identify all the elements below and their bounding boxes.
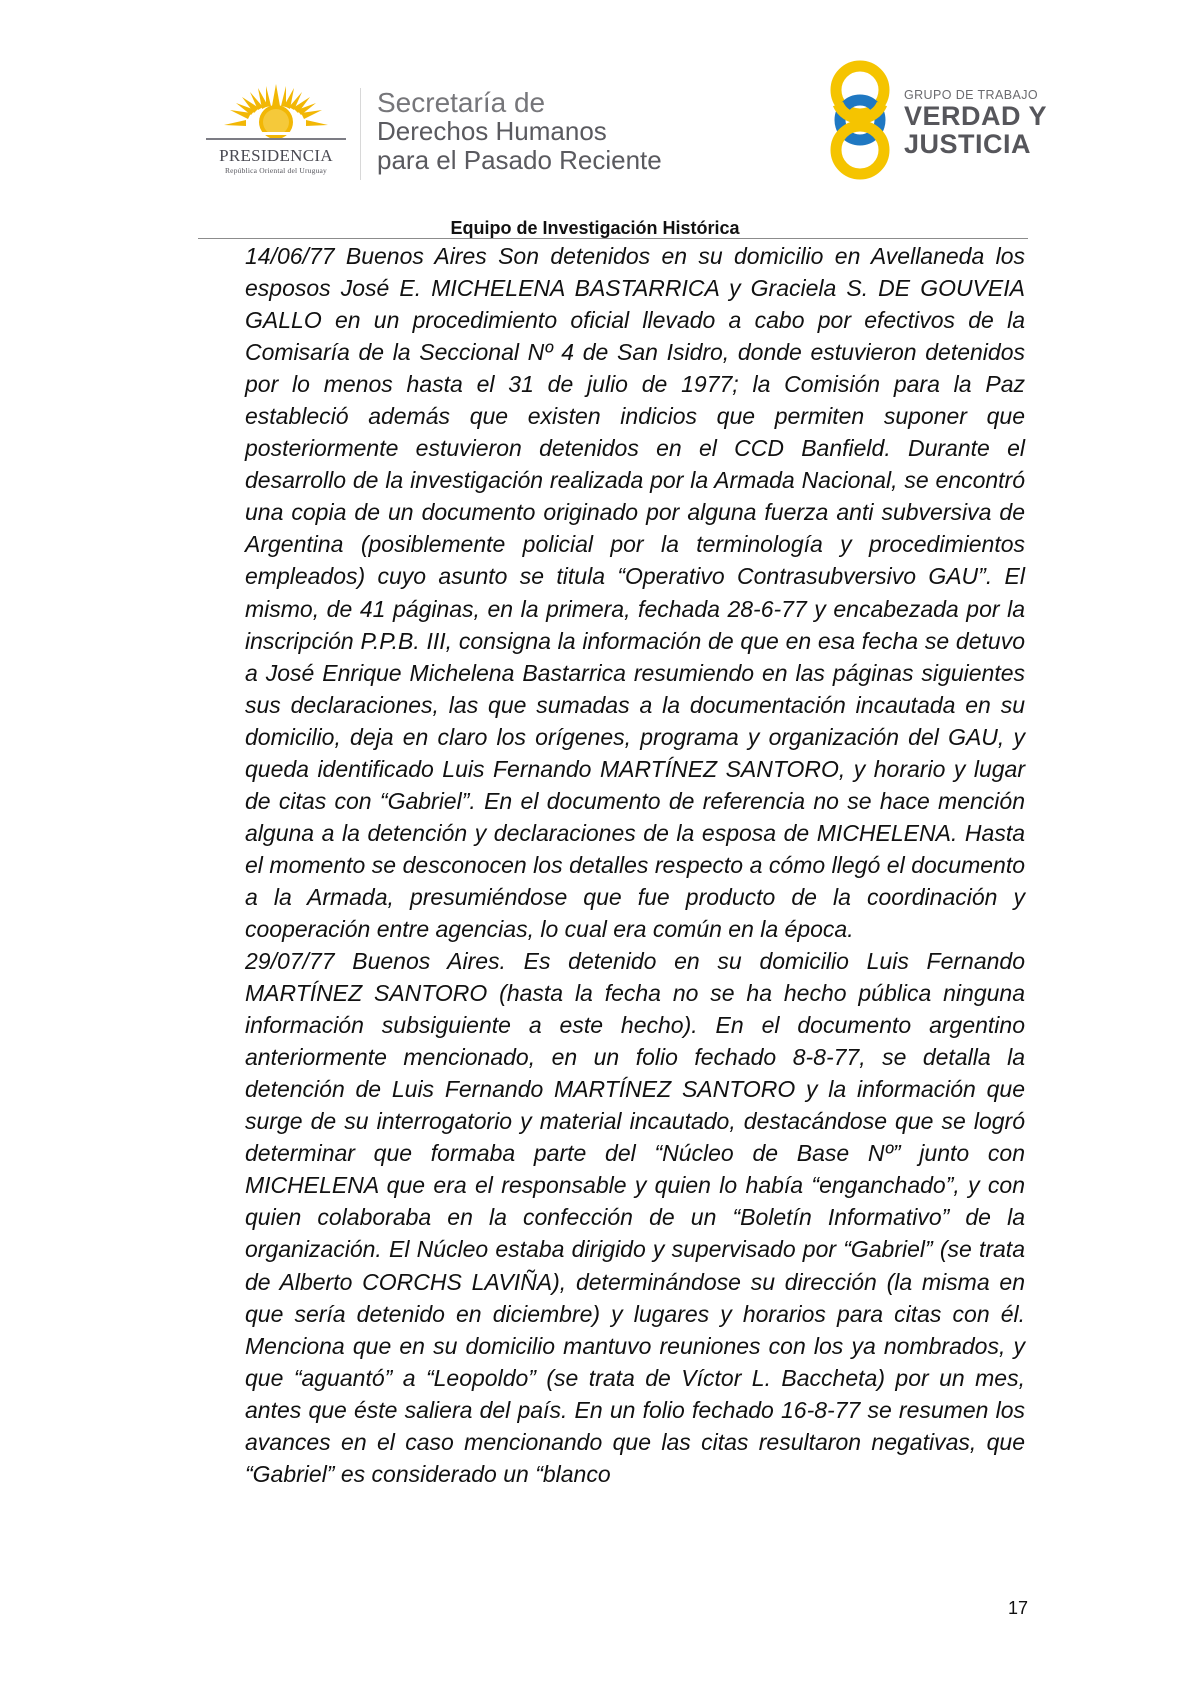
section-title: Equipo de Investigación Histórica xyxy=(450,218,740,238)
secretaria-line-3: para el Pasado Reciente xyxy=(377,145,662,175)
secretaria-line-2: Derechos Humanos xyxy=(377,116,607,146)
grupo-trabajo-text xyxy=(904,88,1047,158)
page-number: 17 xyxy=(1007,1598,1028,1618)
grupo-line-2: VERDAD Y xyxy=(904,101,1048,131)
secretaria-line-1: Secretaría de xyxy=(377,87,546,118)
grupo-line-3: JUSTICIA xyxy=(904,129,1032,159)
header-rule xyxy=(198,238,1028,239)
presidencia-logo xyxy=(196,80,356,178)
interlocking-rings-icon xyxy=(824,58,914,182)
grupo-line-1: GRUPO DE TRABAJO xyxy=(904,88,1038,102)
paragraph-1: 14/06/77 Buenos Aires Son detenidos en su domicilio en Avellaneda los esposos José E. MICHELENA BASTARRICA y Graciela S. DE GOUVEIA GALLO en un procedimiento oficial llevado a cabo por efectivos de la Comisaría de la Seccional Nº 4 de San Isidro, donde estuvieron detenidos por lo menos hasta el 31 de julio de 1977; la Comisión para la Paz estableció además que existen indicios que permiten suponer que posteriormente estuvieron detenidos en el CCD Banfield. Durante el desarrollo de la investigación realizada por la Armada Nacional, se encontró una copia de un documento originado por alguna fuerza anti subversiva de Argentina (posiblemente policial por la terminología y procedimientos empleados) cuyo asunto se titula “Operativo Contrasubversivo GAU”. El mismo, de 41 páginas, en la primera, fechada 28-6-77 y encabezada por la inscripción P.P.B. III, consigna la información de que en esa fecha se detuvo a José Enrique Michelena Bastarrica resumiendo en las páginas siguientes sus declaraciones, las que sumadas a la documentación incautada en su domicilio, deja en claro los orígenes, programa y organización del GAU, y queda identificado Luis Fernando MARTÍNEZ SANTORO, y horario y lugar de citas con “Gabriel”. En el documento de referencia no se hace mención alguna a la detención y declaraciones de la esposa de MICHELENA. Hasta el momento se desconocen los detalles respecto a cómo llegó el documento a la Armada, presumiéndose que fue producto de la coordinación y cooperación entre agencias, lo cual era común en la época. xyxy=(245,243,1025,942)
document-body xyxy=(245,240,1025,1490)
grupo-trabajo-logo xyxy=(824,58,914,182)
presidencia-subtitle: República Oriental del Uruguay xyxy=(224,166,327,175)
presidencia-wordmark: PRESIDENCIA xyxy=(219,146,333,165)
paragraph-2: 29/07/77 Buenos Aires. Es detenido en su domicilio Luis Fernando MARTÍNEZ SANTORO (hasta la fecha no se ha hecho pública ninguna información subsiguiente a este hecho). En el documento argentino anteriormente mencionado, en un folio fechado 8-8-77, se detalla la detención de Luis Fernando MARTÍNEZ SANTORO y la información que surge de su interrogatorio y material incautado, destacándose que se logró determinar que formaba parte del “Núcleo de Base Nº” junto con MICHELENA que era el responsable y quien lo había “enganchado”, y con quien colaboraba en la confección de un “Boletín Informativo” de la organización. El Núcleo estaba dirigido y supervisado por “Gabriel” (se trata de Alberto CORCHS LAVIÑA), determinándose su dirección (la misma en que sería detenido en diciembre) y lugares y horarios para citas con él. Menciona que en su domicilio mantuvo reuniones con los ya nombrados, y que “aguantó” a “Leopoldo” (se trata de Víctor L. Baccheta) por un mes, antes que éste saliera del país. En un folio fechado 16-8-77 se resumen los avances en el caso mencionando que las citas resultaron negativas, que “Gabriel” es considerado un “blanco xyxy=(245,948,1025,1487)
logo-divider xyxy=(360,88,361,180)
sun-emblem-icon xyxy=(196,80,356,146)
secretaria-logo-text xyxy=(377,88,662,175)
